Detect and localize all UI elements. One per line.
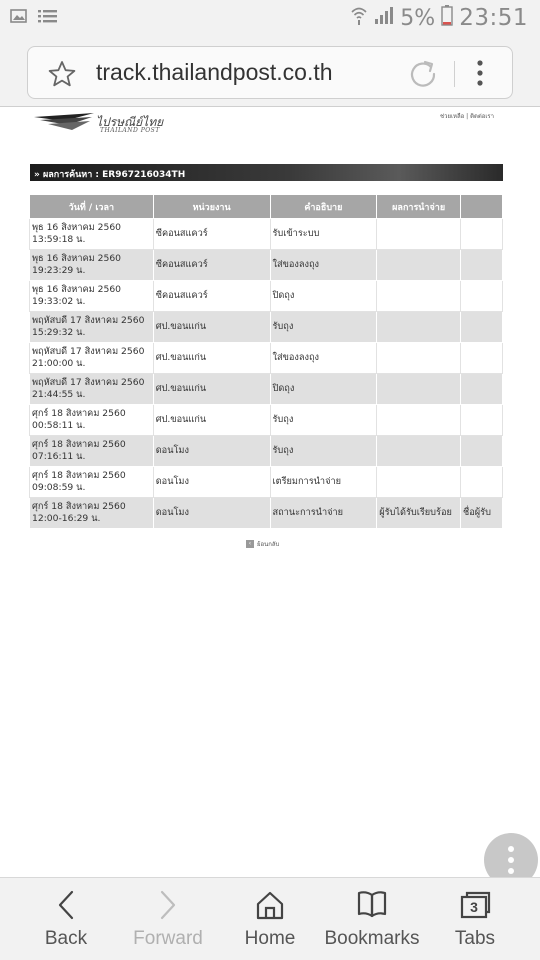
logo-wing-icon: [34, 111, 96, 137]
image-icon: [10, 8, 28, 28]
column-header-description: คำอธิบาย: [270, 195, 377, 219]
cell-result: ผู้รับได้รับเรียบร้อย: [377, 498, 461, 529]
cell-result: [377, 219, 461, 250]
cell-description: เตรียมการนำจ่าย: [270, 467, 377, 498]
cell-result: [377, 467, 461, 498]
clock: 23:51: [459, 5, 528, 31]
result-title: » ผลการค้นหา : ER967216034TH: [34, 170, 186, 180]
signal-icon: [374, 5, 394, 31]
cell-description: ใส่ของลงถุง: [270, 250, 377, 281]
nav-forward-button[interactable]: Forward: [118, 878, 218, 960]
cell-description: ปิดถุง: [270, 281, 377, 312]
table-row: [30, 467, 503, 498]
cell-extra: [461, 405, 503, 436]
cell-result: [377, 436, 461, 467]
logo-text-en: THAILAND POST: [100, 127, 160, 134]
nav-bookmarks-button[interactable]: Bookmarks: [316, 878, 428, 960]
top-links[interactable]: ช่วยเหลือ | ติดต่อเรา: [440, 113, 495, 120]
cell-datetime: พฤหัสบดี 17 สิงหาคม 2560 21:00:00 น.: [30, 343, 154, 374]
column-header-datetime: วันที่ / เวลา: [30, 195, 154, 219]
cell-result: [377, 374, 461, 405]
cell-office: ซีคอนสแควร์: [153, 219, 270, 250]
back-link[interactable]: [246, 539, 279, 549]
tabs-count: 3: [470, 899, 478, 915]
table-header-row: [30, 195, 503, 219]
star-icon[interactable]: [48, 60, 76, 92]
cell-extra: [461, 312, 503, 343]
wifi-icon: [350, 4, 368, 32]
browser-toolbar: [0, 38, 540, 106]
back-link-label: ย้อนกลับ: [257, 541, 280, 548]
cell-extra: [461, 343, 503, 374]
table-row: [30, 281, 503, 312]
logo-text-thai: ไปรษณีย์ไทย: [96, 115, 164, 129]
table-row: [30, 436, 503, 467]
table-row: [30, 312, 503, 343]
cell-datetime: ศุกร์ 18 สิงหาคม 2560 09:08:59 น.: [30, 467, 154, 498]
list-icon: [38, 8, 58, 28]
tracking-table: [29, 194, 503, 529]
cell-description: รับเข้าระบบ: [270, 219, 377, 250]
cell-extra: [461, 374, 503, 405]
cell-description: สถานะการนำจ่าย: [270, 498, 377, 529]
cell-description: ปิดถุง: [270, 374, 377, 405]
divider: [454, 61, 455, 87]
url-text[interactable]: track.thailandpost.co.th: [96, 59, 333, 85]
cell-extra: [461, 250, 503, 281]
column-header-result: ผลการนำจ่าย: [377, 195, 461, 219]
cell-datetime: พฤหัสบดี 17 สิงหาคม 2560 21:44:55 น.: [30, 374, 154, 405]
cell-office: ดอนโมง: [153, 498, 270, 529]
cell-extra: [461, 467, 503, 498]
cell-datetime: พฤหัสบดี 17 สิงหาคม 2560 15:29:32 น.: [30, 312, 154, 343]
thailand-post-logo[interactable]: [34, 111, 164, 139]
table-row: [30, 405, 503, 436]
cell-datetime: พุธ 16 สิงหาคม 2560 13:59:18 น.: [30, 219, 154, 250]
cell-office: ศป.ขอนแก่น: [153, 343, 270, 374]
cell-extra[interactable]: ชื่อผู้รับ: [461, 498, 503, 529]
cell-extra: [461, 436, 503, 467]
cell-office: ซีคอนสแควร์: [153, 250, 270, 281]
cell-result: [377, 343, 461, 374]
status-bar: [0, 0, 540, 38]
reload-icon[interactable]: [408, 58, 438, 92]
cell-datetime: ศุกร์ 18 สิงหาคม 2560 00:58:11 น.: [30, 405, 154, 436]
table-row: [30, 343, 503, 374]
cell-result: [377, 250, 461, 281]
more-dots-icon: [508, 846, 514, 852]
cell-description: รับถุง: [270, 436, 377, 467]
bookmarks-icon: [355, 888, 389, 926]
nav-back-button[interactable]: Back: [16, 878, 116, 960]
cell-datetime: ศุกร์ 18 สิงหาคม 2560 12:00-16:29 น.: [30, 498, 154, 529]
home-icon: [254, 888, 286, 926]
cell-description: รับถุง: [270, 312, 377, 343]
chevron-right-icon: [154, 888, 182, 926]
column-header-extra: [461, 195, 503, 219]
cell-datetime: ศุกร์ 18 สิงหาคม 2560 07:16:11 น.: [30, 436, 154, 467]
cell-office: ซีคอนสแควร์: [153, 281, 270, 312]
cell-datetime: พุธ 16 สิงหาคม 2560 19:23:29 น.: [30, 250, 154, 281]
more-dots-icon: [508, 868, 514, 874]
web-page: [0, 107, 540, 877]
tabs-icon: [458, 888, 492, 926]
battery-percent: 5%: [400, 5, 436, 31]
column-header-office: หน่วยงาน: [153, 195, 270, 219]
address-bar[interactable]: [27, 46, 513, 99]
table-row: [30, 219, 503, 250]
cell-office: ดอนโมง: [153, 467, 270, 498]
bottom-navigation: [0, 877, 540, 960]
battery-icon: [441, 4, 453, 32]
cell-description: รับถุง: [270, 405, 377, 436]
cell-result: [377, 281, 461, 312]
cell-office: ศป.ขอนแก่น: [153, 405, 270, 436]
double-chevron-icon: »: [34, 170, 40, 180]
cell-office: ดอนโมง: [153, 436, 270, 467]
back-arrow-icon: ‹: [246, 540, 254, 548]
table-row: [30, 250, 503, 281]
cell-datetime: พุธ 16 สิงหาคม 2560 19:33:02 น.: [30, 281, 154, 312]
cell-extra: [461, 219, 503, 250]
chevron-left-icon: [52, 888, 80, 926]
table-row: [30, 498, 503, 529]
nav-home-button[interactable]: Home: [220, 878, 320, 960]
more-dots-icon: [508, 857, 514, 863]
nav-tabs-button[interactable]: 3 Tabs: [428, 878, 522, 960]
cell-office: ศป.ขอนแก่น: [153, 374, 270, 405]
table-body: [30, 219, 503, 529]
table-row: [30, 374, 503, 405]
cell-extra: [461, 281, 503, 312]
result-header: [30, 164, 503, 181]
cell-result: [377, 312, 461, 343]
cell-result: [377, 405, 461, 436]
cell-description: ใส่ของลงถุง: [270, 343, 377, 374]
cell-office: ศป.ขอนแก่น: [153, 312, 270, 343]
more-options-icon[interactable]: [474, 57, 486, 93]
